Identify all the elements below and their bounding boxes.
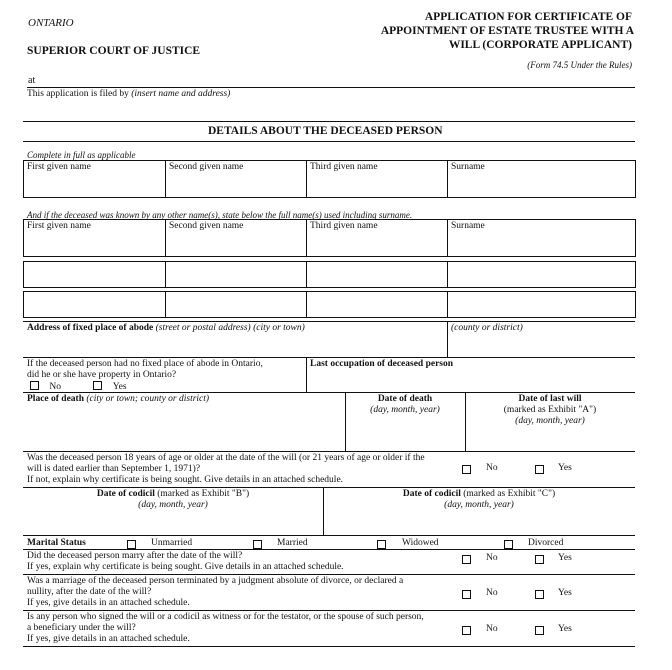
divorce-question-line1: Was a marriage of the deceased person terminated by a judgment absolute of divorce, or declared a [27, 576, 404, 586]
codicil-c-field[interactable] [323, 489, 635, 500]
third-given-name-label: Third given name [310, 162, 378, 172]
married-after-will-no-label: No [486, 553, 498, 563]
divorce-question-line3: If yes, give details in an attached schedule. [27, 598, 190, 608]
first-given-name-label: First given name [27, 162, 91, 172]
at-line [27, 87, 635, 88]
codicil-c-hint: (day, month, year) [444, 500, 514, 510]
last-occupation-field[interactable]: Last occupation of deceased person [310, 359, 454, 369]
divorce-no-checkbox[interactable] [462, 590, 471, 599]
divorce-yes-label: Yes [558, 588, 572, 598]
codicil-c-exhibit: (marked as Exhibit "C") [463, 489, 556, 499]
place-of-death-label: Place of death [27, 394, 84, 404]
date-of-last-will-hint: (day, month, year) [515, 416, 585, 426]
age-yes-checkbox[interactable] [535, 465, 544, 474]
witness-no-label: No [486, 624, 498, 634]
rule [23, 646, 635, 647]
rule [23, 357, 635, 358]
married-after-will-yes-label: Yes [558, 553, 572, 563]
divider [447, 291, 448, 318]
rule [23, 392, 635, 393]
rule [23, 549, 635, 550]
married-label: Married [277, 538, 308, 548]
age-question-line1: Was the deceased person 18 years of age or older at the date of the will (or 21 years of age or older if the [27, 453, 425, 463]
surname-label: Surname [451, 221, 485, 231]
witness-no-checkbox[interactable] [462, 626, 471, 635]
form-title-line1: APPLICATION FOR CERTIFICATE OF [424, 11, 632, 23]
third-given-name-label: Third given name [310, 221, 378, 231]
province: ONTARIO [28, 17, 74, 29]
divider [306, 357, 307, 392]
at-label: at [28, 75, 36, 86]
name-table-other-3[interactable] [23, 291, 636, 318]
unmarried-checkbox[interactable] [127, 540, 136, 549]
age-no-checkbox[interactable] [462, 465, 471, 474]
abode-field[interactable] [27, 323, 305, 334]
witness-question-line3: If yes, give details in an attached schedule. [27, 634, 190, 644]
codicil-b-field[interactable] [23, 489, 323, 500]
age-question-line2: will is dated earlier than September 1, 1971)? [27, 464, 201, 474]
rule [23, 535, 635, 536]
witness-question-line2: a beneficiary under the will? [27, 623, 136, 633]
place-of-death-field[interactable] [27, 394, 209, 405]
complete-note: Complete in full as applicable [27, 150, 136, 160]
divorce-question-line2: nullity, after the date of the will? [27, 587, 152, 597]
age-no-label: No [486, 463, 498, 473]
married-after-will-no-checkbox[interactable] [462, 555, 471, 564]
no-abode-no-checkbox[interactable] [30, 381, 39, 390]
other-names-note: And if the deceased was known by any other name(s), state below the full name(s) used including surname. [27, 210, 413, 220]
age-question-line3: If not, explain why certificate is being sought. Give details in an attached schedule. [27, 475, 344, 485]
codicil-b-exhibit: (marked as Exhibit "B") [157, 489, 250, 499]
divider [447, 219, 448, 257]
codicil-b-hint: (day, month, year) [138, 500, 208, 510]
rule [23, 487, 635, 488]
court-name: SUPERIOR COURT OF JUSTICE [27, 45, 201, 57]
divorced-label: Divorced [528, 538, 564, 548]
no-abode-question-line1: If the deceased person had no fixed place of abode in Ontario, [27, 359, 263, 369]
divider [447, 261, 448, 288]
rule [23, 610, 635, 611]
filed-by-hint: (insert name and address) [131, 89, 231, 99]
divider [306, 219, 307, 257]
married-after-will-question-line1: Did the deceased person marry after the date of the will? [27, 551, 243, 561]
no-abode-question-line2: did he or she have property in Ontario? [27, 370, 177, 380]
widowed-label: Widowed [402, 538, 439, 548]
codicil-b-label: Date of codicil [96, 489, 155, 499]
second-given-name-label: Second given name [169, 221, 244, 231]
no-abode-no-label: No [49, 382, 61, 392]
witness-yes-checkbox[interactable] [535, 626, 544, 635]
no-abode-yes-label: Yes [112, 382, 127, 392]
filed-by [27, 89, 230, 100]
witness-yes-label: Yes [558, 624, 572, 634]
form-reference: (Form 74.5 Under the Rules) [527, 60, 632, 70]
married-after-will-question-line2: If yes, explain why certificate is being sought. Give details in an attached schedule. [27, 562, 344, 572]
divider [306, 160, 307, 198]
filed-by-label: This application is filed by [27, 89, 129, 99]
divider [165, 291, 166, 318]
divider [165, 219, 166, 257]
form-title-line2: APPOINTMENT OF ESTATE TRUSTEE WITH A [380, 25, 634, 37]
divider [165, 261, 166, 288]
county-field[interactable]: (county or district) [451, 323, 523, 333]
abode-label: Address of fixed place of abode [27, 323, 154, 333]
name-table-other-2[interactable] [23, 261, 636, 288]
divider [306, 261, 307, 288]
divorce-no-label: No [486, 588, 498, 598]
section-rule-top [23, 121, 635, 122]
place-of-death-hint: (city or town; county or district) [86, 394, 210, 404]
section-rule-bottom [23, 141, 635, 142]
divider [306, 291, 307, 318]
unmarried-label: Unmarried [151, 538, 193, 548]
second-given-name-label: Second given name [169, 162, 244, 172]
divider [447, 321, 448, 357]
divider [165, 160, 166, 198]
first-given-name-label: First given name [27, 221, 91, 231]
rule [23, 451, 635, 452]
form-title-line3: WILL (CORPORATE APPLICANT) [448, 39, 632, 51]
divider [447, 160, 448, 198]
date-of-last-will-label: Date of last will [518, 394, 582, 404]
date-of-death-hint: (day, month, year) [370, 405, 440, 415]
marital-status-label: Marital Status [27, 538, 86, 548]
section-title: DETAILS ABOUT THE DECEASED PERSON [208, 125, 443, 137]
rule [23, 321, 635, 322]
witness-question-line1: Is any person who signed the will or a codicil as witness or for the testator, or the spouse of such person, [27, 612, 424, 622]
surname-label: Surname [451, 162, 485, 172]
codicil-c-label: Date of codicil [402, 489, 461, 499]
no-abode-yes-checkbox[interactable] [93, 381, 102, 390]
married-checkbox[interactable] [253, 540, 262, 549]
will-exhibit-a: (marked as Exhibit "A") [503, 405, 597, 415]
abode-hint: (street or postal address) (city or town) [155, 323, 305, 333]
divorce-yes-checkbox[interactable] [535, 590, 544, 599]
date-of-death-label: Date of death [377, 394, 433, 404]
age-yes-label: Yes [558, 463, 572, 473]
widowed-checkbox[interactable] [377, 540, 386, 549]
married-after-will-yes-checkbox[interactable] [535, 555, 544, 564]
rule [23, 574, 635, 575]
divorced-checkbox[interactable] [504, 540, 513, 549]
